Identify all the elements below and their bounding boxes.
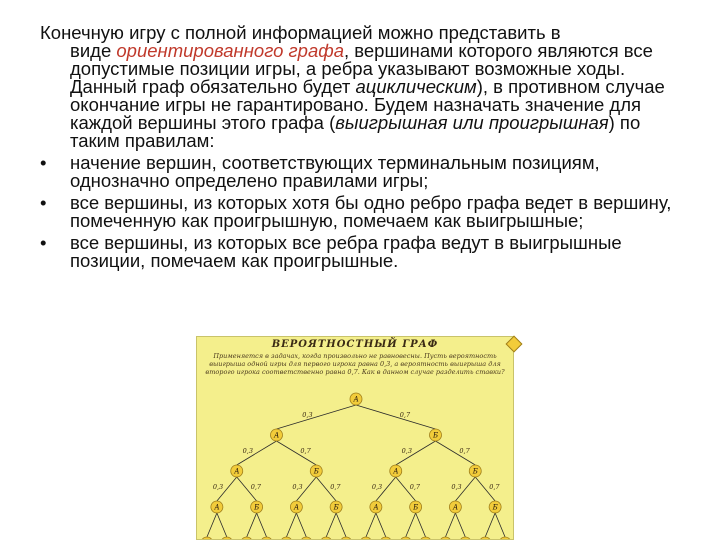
intro-part-3: ), в противном случае окончание игры не гарантировано. Будем назначать значение для каждой вершины этого графа (	[70, 76, 665, 133]
win-lose-term: выигрышная или проигрышная	[335, 112, 609, 133]
tree-edge	[485, 513, 495, 537]
tree-edge	[406, 513, 416, 537]
edge-probability-label: 0,3	[242, 447, 253, 455]
tree-node-label: А	[393, 467, 399, 476]
edge-probability-label: 0,3	[401, 447, 412, 455]
rule-terminal: • начение вершин, соответствующих терминальным позициям, однозначно определено правилами игры;	[40, 154, 690, 190]
rules-list	[40, 154, 690, 270]
rule-winning: • все вершины, из которых хотя бы одно ребро графа ведет в вершину, помеченную как проигрышную, помечаем как выигрышные;	[40, 194, 690, 230]
edge-probability-label: 0,7	[459, 447, 470, 455]
probability-graph-image	[196, 336, 514, 540]
tree-node-label: А	[293, 503, 300, 512]
intro-part-2: , вершинами которого являются все допустимые позиции игры, а ребра указывают возможные ходы. Данный граф обязательно будет	[70, 40, 653, 97]
tree-edge	[356, 405, 436, 429]
tree-node-label: А	[452, 503, 459, 512]
tree-node-label: Б	[413, 503, 419, 512]
tree-edge	[217, 513, 227, 537]
edge-probability-label: 0,7	[250, 483, 262, 491]
intro-lead: Конечную игру с полной информацией можно представить в	[40, 22, 561, 43]
tree-edge	[336, 513, 346, 537]
rule-losing: • все вершины, из которых все ребра графа ведут в выигрышные позиции, помечаем как проигрышные.	[40, 234, 690, 270]
tree-edge	[495, 513, 505, 537]
tree-edge	[445, 513, 455, 537]
slide-text	[40, 24, 690, 274]
intro-body	[40, 42, 690, 150]
tree-edge	[326, 513, 336, 537]
tree-node-label: А	[234, 467, 240, 476]
tree-edge	[296, 513, 306, 537]
tree-node-label: Б	[254, 503, 260, 512]
acyclic-term: ациклическим	[355, 76, 477, 97]
intro-part-4: ) по таким правилам:	[70, 112, 641, 151]
tree-node-label: Б	[333, 503, 339, 512]
edge-probability-label: 0,3	[302, 411, 313, 419]
tree-edge	[277, 405, 357, 429]
edge-probability-label: 0,3	[292, 483, 303, 491]
edge-probability-label: 0,7	[300, 447, 311, 455]
tree-edge	[207, 513, 217, 537]
figure-title: ВЕРОЯТНОСТНЫЙ ГРАФ	[271, 339, 439, 350]
tree-node-label: А	[373, 503, 379, 512]
tree-edge	[247, 513, 257, 537]
tree-node-label: Б	[472, 467, 478, 476]
tree-edge	[257, 513, 267, 537]
tree-edge	[376, 513, 386, 537]
edge-probability-label: 0,7	[330, 483, 341, 491]
directed-graph-term: ориентированного графа	[116, 40, 344, 61]
edge-probability-label: 0,7	[489, 483, 500, 491]
tree-node-label: Б	[313, 467, 319, 476]
edge-probability-label: 0,3	[371, 483, 383, 491]
tree-node-label: Б	[433, 431, 439, 440]
tree-edge	[416, 513, 426, 537]
tree-edge	[455, 513, 465, 537]
edge-probability-label: 0,7	[399, 411, 411, 419]
tree-edge	[286, 513, 296, 537]
tree-node-label: А	[274, 431, 280, 440]
figure-caption: Применяется в задачах, когда произвольно не равновесны. Пусть вероятность выигрыша одной игры для первого игрока равна 0,3, а вероятность выигрыша для второго игрока соответственно равна 0,7. Как в данном случае разделить ставки?	[205, 352, 505, 376]
tree-node-label: А	[214, 503, 220, 512]
tree-edge	[366, 513, 376, 537]
edge-probability-label: 0,3	[212, 483, 224, 491]
intro-part-1: виде	[70, 40, 117, 61]
edge-probability-label: 0,3	[451, 483, 462, 491]
tree-node-label: А	[353, 395, 359, 404]
edge-probability-label: 0,7	[409, 483, 421, 491]
intro-paragraph	[40, 24, 690, 150]
tree-node-label: Б	[492, 503, 498, 512]
